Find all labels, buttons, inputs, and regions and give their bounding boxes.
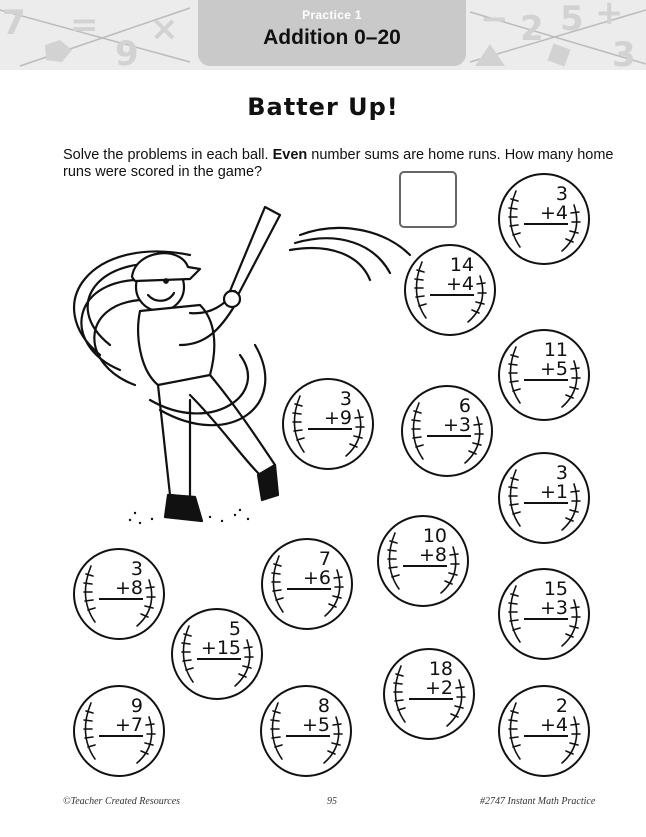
addend-bottom-row: [524, 599, 568, 620]
addend-top: 3: [555, 462, 568, 484]
svg-text:9: 9: [115, 34, 139, 70]
addend-bottom-row: [524, 716, 568, 737]
baseball-problem: [73, 548, 165, 640]
addition-problem: [524, 697, 568, 737]
plus-sign: +: [539, 481, 556, 503]
addend-bottom: 1: [555, 481, 568, 503]
addend-bottom: 3: [555, 597, 568, 619]
addend-bottom: 4: [461, 273, 474, 295]
addend-top: 5: [228, 618, 241, 640]
addend-top: 11: [543, 339, 568, 361]
baseball-problem: [498, 568, 590, 660]
plus-sign: +: [539, 714, 556, 736]
addition-problem: [524, 185, 568, 225]
addend-bottom: 5: [555, 358, 568, 380]
addend-bottom-row: [197, 639, 241, 660]
addend-top: 7: [318, 548, 331, 570]
addend-bottom: 5: [317, 714, 330, 736]
addition-problem: [524, 464, 568, 504]
addition-problem: [409, 660, 453, 700]
baseball-problem: [73, 685, 165, 777]
plus-sign: +: [200, 637, 217, 659]
plus-sign: +: [114, 714, 131, 736]
addend-bottom-row: [524, 360, 568, 381]
plus-sign: +: [418, 544, 435, 566]
plus-sign: +: [301, 714, 318, 736]
addend-bottom: 8: [130, 577, 143, 599]
addend-top: 9: [130, 695, 143, 717]
addition-problem: [427, 397, 471, 437]
addend-bottom: 15: [216, 637, 241, 659]
addend-bottom: 3: [458, 414, 471, 436]
addition-problem: [99, 697, 143, 737]
addend-top: 10: [422, 525, 447, 547]
addend-top: 8: [317, 695, 330, 717]
addend-top: 3: [339, 388, 352, 410]
addend-top: 14: [449, 254, 474, 276]
addend-bottom-row: [524, 483, 568, 504]
addend-bottom-row: [403, 546, 447, 567]
svg-text:2: 2: [520, 9, 544, 49]
baseball-problem: [377, 515, 469, 607]
svg-text:×: ×: [150, 9, 179, 49]
addend-bottom: 7: [130, 714, 143, 736]
baseball-problem: [282, 378, 374, 470]
svg-text:=: =: [70, 5, 99, 45]
addend-bottom: 8: [434, 544, 447, 566]
addend-bottom-row: [409, 679, 453, 700]
addend-bottom-row: [99, 716, 143, 737]
addition-problem: [287, 550, 331, 590]
addition-problem: [430, 256, 474, 296]
footer-book-title: #2747 Instant Math Practice: [480, 796, 596, 807]
page-title: Batter Up!: [247, 93, 399, 121]
addition-problem: [197, 620, 241, 660]
instructions-text-1: Solve the problems in each ball.: [63, 147, 273, 163]
addend-bottom: 4: [555, 202, 568, 224]
baseball-problem: [498, 685, 590, 777]
addition-problem: [524, 580, 568, 620]
header-title: Addition 0–20: [263, 26, 401, 49]
addition-problem: [286, 697, 330, 737]
plus-sign: +: [445, 273, 462, 295]
baseball-problem: [401, 385, 493, 477]
addend-bottom-row: [430, 275, 474, 296]
header-tab: [198, 0, 466, 66]
plus-sign: +: [539, 597, 556, 619]
baseball-problem: [383, 648, 475, 740]
baseball-problem: [404, 244, 496, 336]
addend-bottom-row: [286, 716, 330, 737]
svg-text:5: 5: [560, 0, 584, 39]
plus-sign: +: [539, 202, 556, 224]
svg-text:7: 7: [2, 3, 26, 43]
baseball-problem: [261, 538, 353, 630]
instructions-emphasis: Even: [272, 147, 308, 163]
baseball-problem: [260, 685, 352, 777]
addend-top: 15: [543, 578, 568, 600]
addend-top: 3: [130, 558, 143, 580]
addend-bottom: 4: [555, 714, 568, 736]
plus-sign: +: [539, 358, 556, 380]
plus-sign: +: [323, 407, 340, 429]
baseball-problem: [498, 329, 590, 421]
header-band: [0, 0, 646, 70]
plus-sign: +: [302, 567, 319, 589]
addend-bottom: 2: [440, 677, 453, 699]
baseball-problem: [171, 608, 263, 700]
plus-sign: +: [114, 577, 131, 599]
footer-copyright: ©Teacher Created Resources: [63, 796, 181, 807]
svg-text:−: −: [480, 0, 509, 39]
addition-problem: [308, 390, 352, 430]
batter-illustration: [40, 195, 420, 535]
baseball-problem: [498, 452, 590, 544]
addend-bottom-row: [99, 579, 143, 600]
addend-bottom-row: [524, 204, 568, 225]
footer-page-number: 95: [327, 796, 337, 807]
addition-problem: [524, 341, 568, 381]
addend-bottom: 6: [318, 567, 331, 589]
instructions-text-2: number sums are home runs. How many home runs were scored in the game?: [63, 147, 614, 180]
addend-bottom-row: [427, 416, 471, 437]
addend-top: 18: [428, 658, 453, 680]
practice-label: Practice 1: [302, 8, 362, 22]
addition-problem: [99, 560, 143, 600]
baseball-problem: [498, 173, 590, 265]
svg-text:3: 3: [612, 35, 636, 70]
addition-problem: [403, 527, 447, 567]
svg-text:+: +: [595, 0, 624, 33]
addend-bottom-row: [287, 569, 331, 590]
plus-sign: +: [424, 677, 441, 699]
addend-top: 3: [555, 183, 568, 205]
addend-bottom-row: [308, 409, 352, 430]
addend-top: 2: [555, 695, 568, 717]
addend-top: 6: [458, 395, 471, 417]
addend-bottom: 9: [339, 407, 352, 429]
plus-sign: +: [442, 414, 459, 436]
